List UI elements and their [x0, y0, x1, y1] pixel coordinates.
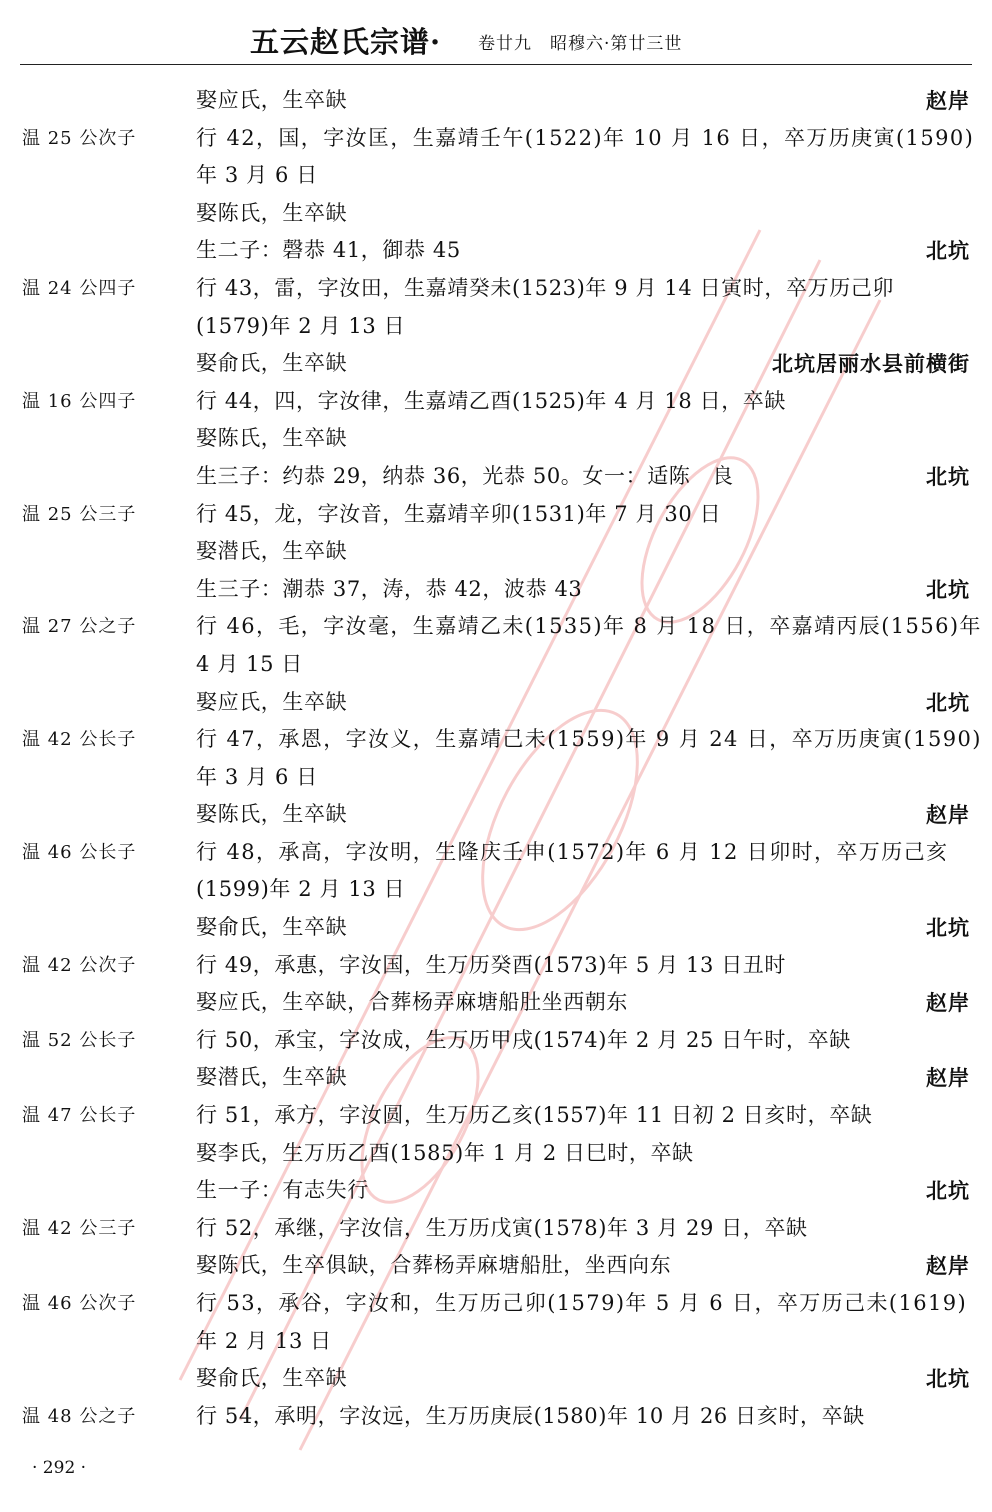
- volume-subtitle: 卷廿九 昭穆六·第廿三世: [478, 34, 683, 54]
- entry-text: 生一子：有志失行: [196, 1178, 369, 1203]
- parent-label: 温 52 公长子: [22, 1029, 137, 1051]
- entry-row: [0, 947, 992, 985]
- entry-text: 行 45，龙，字汝音，生嘉靖辛卯(1531)年 7 月 30 日: [196, 501, 722, 526]
- entry-text: 娶俞氏，生卒缺: [196, 351, 348, 376]
- entry-row: [0, 1097, 992, 1135]
- entry-row: [0, 1059, 992, 1097]
- residence-place: 北坑: [926, 915, 970, 941]
- entry-row: [0, 308, 992, 346]
- residence-place: 北坑: [926, 689, 970, 715]
- entry-text: 年 3 月 6 日: [196, 764, 318, 789]
- entry-text: (1579)年 2 月 13 日: [196, 313, 406, 338]
- entry-row: [0, 1247, 992, 1285]
- entry-text: 行 42，国，字汝匡，生嘉靖壬午(1522)年 10 月 16 日，卒万历庚寅(1590): [196, 125, 975, 150]
- residence-place: 北坑: [926, 1178, 970, 1204]
- entry-text: 行 49，承惠，字汝国，生万历癸酉(1573)年 5 月 13 日丑时: [196, 952, 787, 977]
- residence-place: 赵岸: [926, 1065, 970, 1091]
- entry-row: [0, 345, 992, 383]
- entry-row: [0, 232, 992, 270]
- entry-row: [0, 157, 992, 195]
- parent-label: 温 42 公长子: [22, 729, 137, 751]
- entry-row: [0, 646, 992, 684]
- entry-text: 娶俞氏，生卒缺: [196, 915, 348, 940]
- page-number: · 292 ·: [32, 1458, 87, 1478]
- entry-text: 生三子：潮恭 37，涛，恭 42，波恭 43: [196, 576, 583, 601]
- entry-row: [0, 571, 992, 609]
- entry-row: [0, 1285, 992, 1323]
- residence-place: 北坑: [926, 238, 970, 264]
- parent-label: 温 42 公三子: [22, 1217, 137, 1239]
- entry-row: [0, 1398, 992, 1436]
- entry-text: 娶俞氏，生卒缺: [196, 1366, 348, 1391]
- entry-text: 娶陈氏，生卒缺: [196, 426, 348, 451]
- residence-place: 赵岸: [926, 990, 970, 1016]
- header-rule: [20, 64, 972, 65]
- entry-row: [0, 496, 992, 534]
- entry-text: 娶陈氏，生卒缺: [196, 200, 348, 225]
- entry-row: [0, 796, 992, 834]
- entry-row: [0, 1172, 992, 1210]
- entry-text: 娶李氏，生万历乙酉(1585)年 1 月 2 日巳时，卒缺: [196, 1140, 694, 1165]
- entry-row: [0, 1360, 992, 1398]
- entry-text: 娶应氏，生卒缺: [196, 88, 348, 112]
- genealogy-entries: [0, 82, 992, 1435]
- entry-row: [0, 684, 992, 722]
- parent-label: 温 25 公三子: [22, 503, 137, 525]
- entry-text: 4 月 15 日: [196, 651, 303, 676]
- entry-text: 行 48，承高，字汝明，生隆庆壬申(1572)年 6 月 12 日卯时，卒万历己亥: [196, 839, 949, 864]
- entry-row: [0, 984, 992, 1022]
- residence-place: 赵岸: [926, 802, 970, 828]
- residence-place: 北坑: [926, 463, 970, 489]
- entry-row: [0, 1323, 992, 1361]
- entry-row: [0, 1022, 992, 1060]
- entry-text: 行 54，承明，字汝远，生万历庚辰(1580)年 10 月 26 日亥时，卒缺: [196, 1403, 865, 1428]
- parent-label: 温 25 公次子: [22, 127, 137, 149]
- entry-row: [0, 1210, 992, 1248]
- entry-text: 娶潜氏，生卒缺: [196, 539, 348, 564]
- residence-place: 赵岸: [926, 88, 970, 113]
- entry-row: [0, 120, 992, 158]
- entry-text: 生二子：磬恭 41，御恭 45: [196, 238, 461, 263]
- entry-text: (1599)年 2 月 13 日: [196, 877, 406, 902]
- entry-row: [0, 721, 992, 759]
- parent-label: 温 48 公之子: [22, 1405, 137, 1427]
- book-title: 五云赵氏宗谱·: [250, 25, 442, 59]
- entry-row: [0, 195, 992, 233]
- entry-text: 生三子：约恭 29，纳恭 36，光恭 50。女一：适陈 良: [196, 463, 734, 488]
- residence-place: 北坑居丽水县前横街: [772, 351, 970, 377]
- parent-label: 温 46 公长子: [22, 841, 137, 863]
- entry-row: [0, 834, 992, 872]
- parent-label: 温 27 公之子: [22, 616, 137, 638]
- parent-label: 温 16 公四子: [22, 390, 137, 412]
- entry-text: 娶陈氏，生卒缺: [196, 802, 348, 827]
- entry-text: 行 50，承宝，字汝成，生万历甲戌(1574)年 2 月 25 日午时，卒缺: [196, 1027, 851, 1052]
- entry-row: [0, 608, 992, 646]
- entry-text: 年 3 月 6 日: [196, 163, 318, 188]
- entry-text: 行 52，承继，字汝信，生万历戊寅(1578)年 3 月 29 日，卒缺: [196, 1215, 808, 1240]
- entry-text: 行 43，雷，字汝田，生嘉靖癸未(1523)年 9 月 14 日寅时，卒万历己卯: [196, 275, 895, 300]
- residence-place: 赵岸: [926, 1253, 970, 1279]
- entry-text: 娶潜氏，生卒缺: [196, 1065, 348, 1090]
- parent-label: 温 46 公次子: [22, 1293, 137, 1314]
- entry-row: [0, 82, 992, 120]
- entry-text: 行 47，承恩，字汝义，生嘉靖己未(1559)年 9 月 24 日，卒万历庚寅(1590): [196, 727, 982, 752]
- residence-place: 北坑: [926, 1366, 970, 1392]
- entry-text: 年 2 月 13 日: [196, 1328, 332, 1353]
- entry-row: [0, 533, 992, 571]
- entry-text: 娶应氏，生卒缺，合葬杨弄麻塘船肚坐西朝东: [196, 990, 628, 1015]
- entry-row: [0, 1135, 992, 1173]
- residence-place: 北坑: [926, 576, 970, 602]
- entry-text: 行 46，毛，字汝毫，生嘉靖乙未(1535)年 8 月 18 日，卒嘉靖丙辰(1556)年: [196, 614, 982, 639]
- entry-row: [0, 909, 992, 947]
- parent-label: 温 42 公次子: [22, 954, 137, 976]
- entry-row: [0, 871, 992, 909]
- entry-text: 行 44，四，字汝律，生嘉靖乙酉(1525)年 4 月 18 日，卒缺: [196, 388, 787, 413]
- entry-row: [0, 759, 992, 797]
- entry-row: [0, 270, 992, 308]
- entry-text: 娶应氏，生卒缺: [196, 689, 348, 714]
- entry-text: 行 53，承谷，字汝和，生万历己卯(1579)年 5 月 6 日，卒万历己未(1619): [196, 1291, 968, 1315]
- entry-text: 行 51，承方，字汝圆，生万历乙亥(1557)年 11 日初 2 日亥时，卒缺: [196, 1103, 873, 1128]
- entry-row: [0, 458, 992, 496]
- entry-text: 娶陈氏，生卒俱缺，合葬杨弄麻塘船肚，坐西向东: [196, 1253, 672, 1278]
- parent-label: 温 24 公四子: [22, 277, 137, 299]
- parent-label: 温 47 公长子: [22, 1105, 137, 1127]
- page-header: [0, 24, 992, 64]
- entry-row: [0, 383, 992, 421]
- entry-row: [0, 420, 992, 458]
